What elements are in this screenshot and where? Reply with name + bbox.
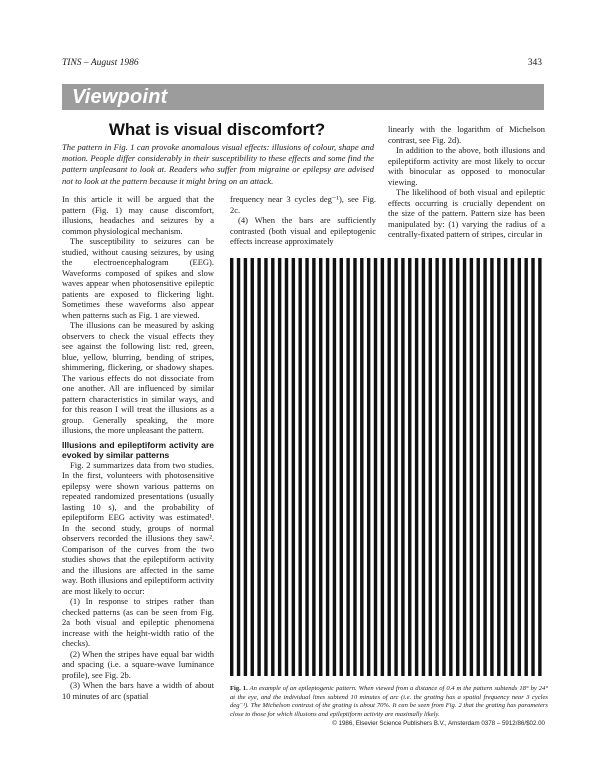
paragraph: (2) When the stripes have equal bar width and spacing (i.e. a square-wave luminance profile), see Fig. 2b. [62, 648, 214, 680]
text-column-2 [230, 194, 376, 247]
stripe-bar [456, 258, 459, 676]
stripe-bar [285, 258, 288, 676]
stripe-bar [477, 258, 480, 676]
stripe-bar [531, 258, 534, 676]
stripe-bar [298, 258, 301, 676]
stripe-bar [449, 258, 452, 676]
stripe-bar [388, 258, 391, 676]
copyright-line: © 1986, Elsevier Science Publishers B.V., Amsterdam 0378 – 5912/86/$02.00 [332, 720, 545, 727]
paragraph: linearly with the logarithm of Michelson contrast, see Fig. 2d). [388, 124, 545, 145]
section-banner [62, 84, 544, 110]
running-header [62, 58, 542, 72]
journal-issue: TINS – August 1986 [62, 58, 139, 68]
stripe-bar [401, 258, 404, 676]
caption-label: Fig. 1. [230, 685, 248, 692]
text-column-3 [388, 124, 545, 240]
stripe-bar [497, 258, 500, 676]
stripe-bar [360, 258, 363, 676]
stripe-bar [319, 258, 322, 676]
stripe-bar [264, 258, 267, 676]
stripe-bar [230, 258, 233, 676]
section-heading: Illusions and epileptiform activity are evoked by similar patterns [62, 439, 214, 460]
page-number: 343 [527, 58, 542, 68]
stripe-bar [490, 258, 493, 676]
stripe-bar [435, 258, 438, 676]
stripe-bar [312, 258, 315, 676]
stripe-bar [271, 258, 274, 676]
stripe-bar [353, 258, 356, 676]
stripe-bar [257, 258, 260, 676]
stripe-bar [408, 258, 411, 676]
stripe-bar [367, 258, 370, 676]
stripe-bar [292, 258, 295, 676]
stripe-bar [429, 258, 432, 676]
stripe-bar [511, 258, 514, 676]
stripe-bar [415, 258, 418, 676]
text-column-1 [62, 194, 214, 701]
stripe-bar [346, 258, 349, 676]
paragraph: frequency near 3 cycles deg⁻¹), see Fig. 2c. [230, 194, 376, 215]
stripe-bar [422, 258, 425, 676]
stripe-bar [340, 258, 343, 676]
stripe-bar [470, 258, 473, 676]
stripe-bar [333, 258, 336, 676]
paragraph: The susceptibility to seizures can be studied, without causing seizures, by using the electroencephalogram (EEG). Waveforms composed of spikes and slow waves appear when photosensitive epileptic patients are exposed to flickering light. Sometimes these waveforms also appear when patterns such as Fig. 1 are viewed. [62, 236, 214, 320]
stripe-bar [381, 258, 384, 676]
stripe-bar [483, 258, 486, 676]
stripe-bar [251, 258, 254, 676]
article-title: What is visual discomfort? [108, 120, 326, 139]
stripe-bar [504, 258, 507, 676]
stripe-bar [394, 258, 397, 676]
stripe-bar [524, 258, 527, 676]
paragraph: (1) In response to stripes rather than checked patterns (as can be seen from Fig. 2a both visual and epileptic phenomena increase with the height-width ratio of the checks). [62, 596, 214, 648]
stripe-bar [442, 258, 445, 676]
stripe-bar [244, 258, 247, 676]
section-banner-label: Viewpoint [72, 86, 168, 108]
paragraph: Fig. 2 summarizes data from two studies. In the first, volunteers with photosensitive epilepsy were shown various patterns on repeated randomized presentations (usually lasting 10 s), and the probability of epileptiform EEG activity was estimated¹. In the second study, groups of normal observers recorded the illusions they saw². Comparison of the curves from the two studies shows that the epileptiform activity and the illusions are affected in the same way. Both illusions and epileptiform activity are most likely to occur: [62, 459, 214, 596]
paragraph: In addition to the above, both illusions and epileptiform activity are most likely to occur with binocular as opposed to monocular viewing. [388, 145, 545, 187]
paragraph: In this article it will be argued that the pattern (Fig. 1) may cause discomfort, illusions, headaches and seizures by a common physiological mechanism. [62, 194, 214, 236]
paragraph: The illusions can be measured by asking observers to check the visual effects they see against the following list: red, green, blue, yellow, blurring, bending of stripes, shimmering, flickering, or shadowy shapes. The various effects do not dissociate from one another. All are influenced by similar pattern characteristics in similar ways, and for this reason I will treat the illusions as a group. Generally speaking, the more illusions, the more unpleasant the pattern. [62, 320, 214, 435]
article-abstract: The pattern in Fig. 1 can provoke anomalous visual effects: illusions of colour, shape and motion. People differ considerably in their susceptibility to these effects and some find the pattern unpleasant to look at. Readers who suffer from migraine or epilepsy are advised not to look at the pattern because it might bring on an attack. [62, 142, 374, 186]
figure-caption [230, 685, 548, 719]
stripe-bar [463, 258, 466, 676]
paragraph: (4) When the bars are sufficiently contrasted (both visual and epileptogenic effects increase approximately [230, 215, 376, 246]
stripe-bar [278, 258, 281, 676]
paragraph: The likelihood of both visual and epileptic effects occurring is crucially dependent on the size of the pattern. Pattern size has been manipulated by: (1) varying the radius of a centrally-fixated pattern of stripes, circular in [388, 187, 545, 239]
stripe-bar [538, 258, 541, 676]
paragraph: (3) When the bars have a width of about 10 minutes of arc (spatial [62, 680, 214, 701]
caption-text: An example of an epileptogenic pattern. When viewed from a distance of 0.4 m the pattern subtends 18° by 24° at the eye, and the individual lines subtend 10 minutes of arc (i.e. the grating has a spatial frequency near 3 cycles deg⁻¹). The Michelson contrast of the grating is about 70%. It can be seen from Fig. 2 that the grating has parameters close to those for which illusions and epileptiform activity are maximally likely. [230, 685, 548, 718]
stripe-grating [230, 258, 545, 676]
stripe-bar [518, 258, 521, 676]
stripe-pattern-figure [230, 258, 545, 676]
stripe-bar [237, 258, 240, 676]
stripe-bar [374, 258, 377, 676]
stripe-bar [305, 258, 308, 676]
stripe-bar [326, 258, 329, 676]
